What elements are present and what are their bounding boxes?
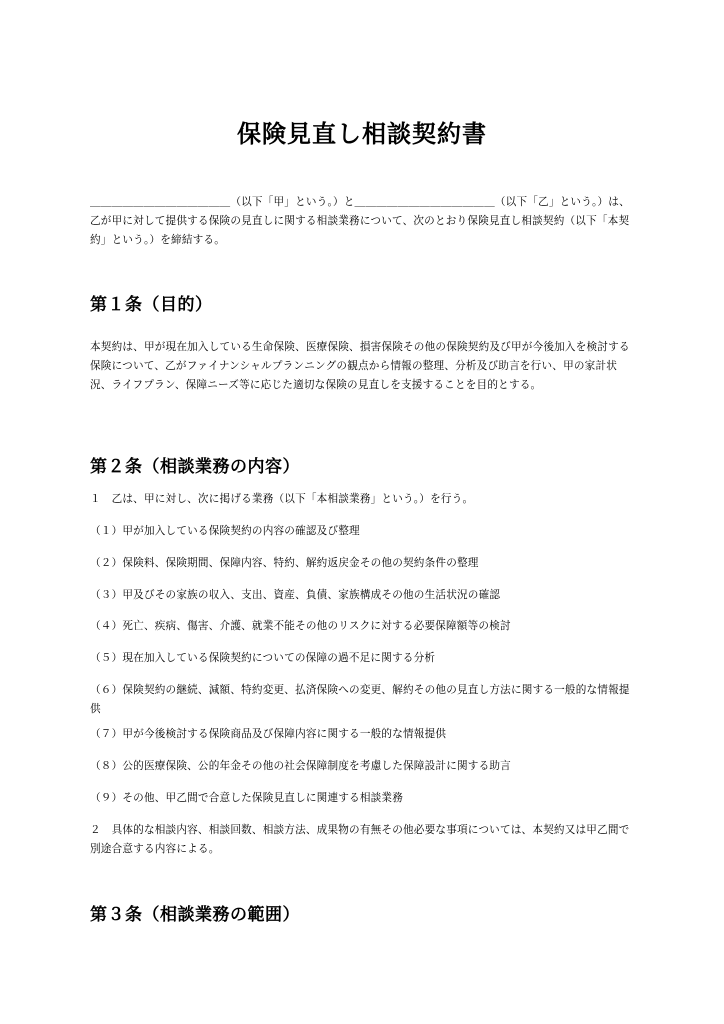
article-1-paragraph: 本契約は、甲が現在加入している生命保険、医療保険、損害保険その他の保険契約及び甲が今後加入を検討する保険について、乙がファイナンシャルプランニングの観点から情報の整理、分析及び助言を行い、甲の家計状況、ライフプラン、保障ニーズ等に応じた適切な保険の見直しを支援することを目的とする。 [90,341,630,391]
article-2-item-6: （６）保険契約の継続、減額、特約変更、払済保険への変更、解約その他の見直し方法に関する一般的な情報提供 [90,684,630,715]
article-2-item-3: （３）甲及びその家族の収入、支出、資産、負債、家族構成その他の生活状況の確認 [90,589,501,601]
article-2-clause-2: ２ 具体的な相談内容、相談回数、相談方法、成果物の有無その他必要な事項については、本契約又は甲乙間で別途合意する内容による。 [90,824,630,855]
article-2-heading: 第２条（相談業務の内容） [90,457,300,477]
article-1-heading: 第１条（目的） [90,295,213,315]
article-2-item-8: （８）公的医療保険、公的年金その他の社会保障制度を考慮した保障設計に関する助言 [90,760,511,772]
article-2-item-9: （９）その他、甲乙間で合意した保険見直しに関連する相談業務 [90,792,404,804]
article-2-item-2: （２）保険料、保険期間、保障内容、特約、解約返戻金その他の契約条件の整理 [90,557,479,569]
document-title: 保険見直し相談契約書 [237,120,487,148]
article-2-clause-1: １ 乙は、甲に対し、次に掲げる業務（以下「本相談業務」という。）を行う。 [90,493,474,505]
article-2-item-7: （７）甲が今後検討する保険商品及び保障内容に関する一般的な情報提供 [90,728,447,740]
preamble-paragraph: ＿＿＿＿＿＿＿＿＿＿＿＿＿（以下「甲」という。）と＿＿＿＿＿＿＿＿＿＿＿＿＿（以下「乙」という。）は、乙が甲に対して提供する保険の見直しに関する相談業務について、次のとおり保険見直し相談契約（以下「本契約」という。）を締結する。 [90,196,630,246]
article-3-heading: 第３条（相談業務の範囲） [90,905,300,925]
article-2-item-4: （４）死亡、疾病、傷害、介護、就業不能その他のリスクに対する必要保障額等の検討 [90,620,511,632]
article-2-item-5: （５）現在加入している保険契約についての保障の過不足に関する分析 [90,652,436,664]
article-2-item-1: （１）甲が加入している保険契約の内容の確認及び整理 [90,525,360,537]
